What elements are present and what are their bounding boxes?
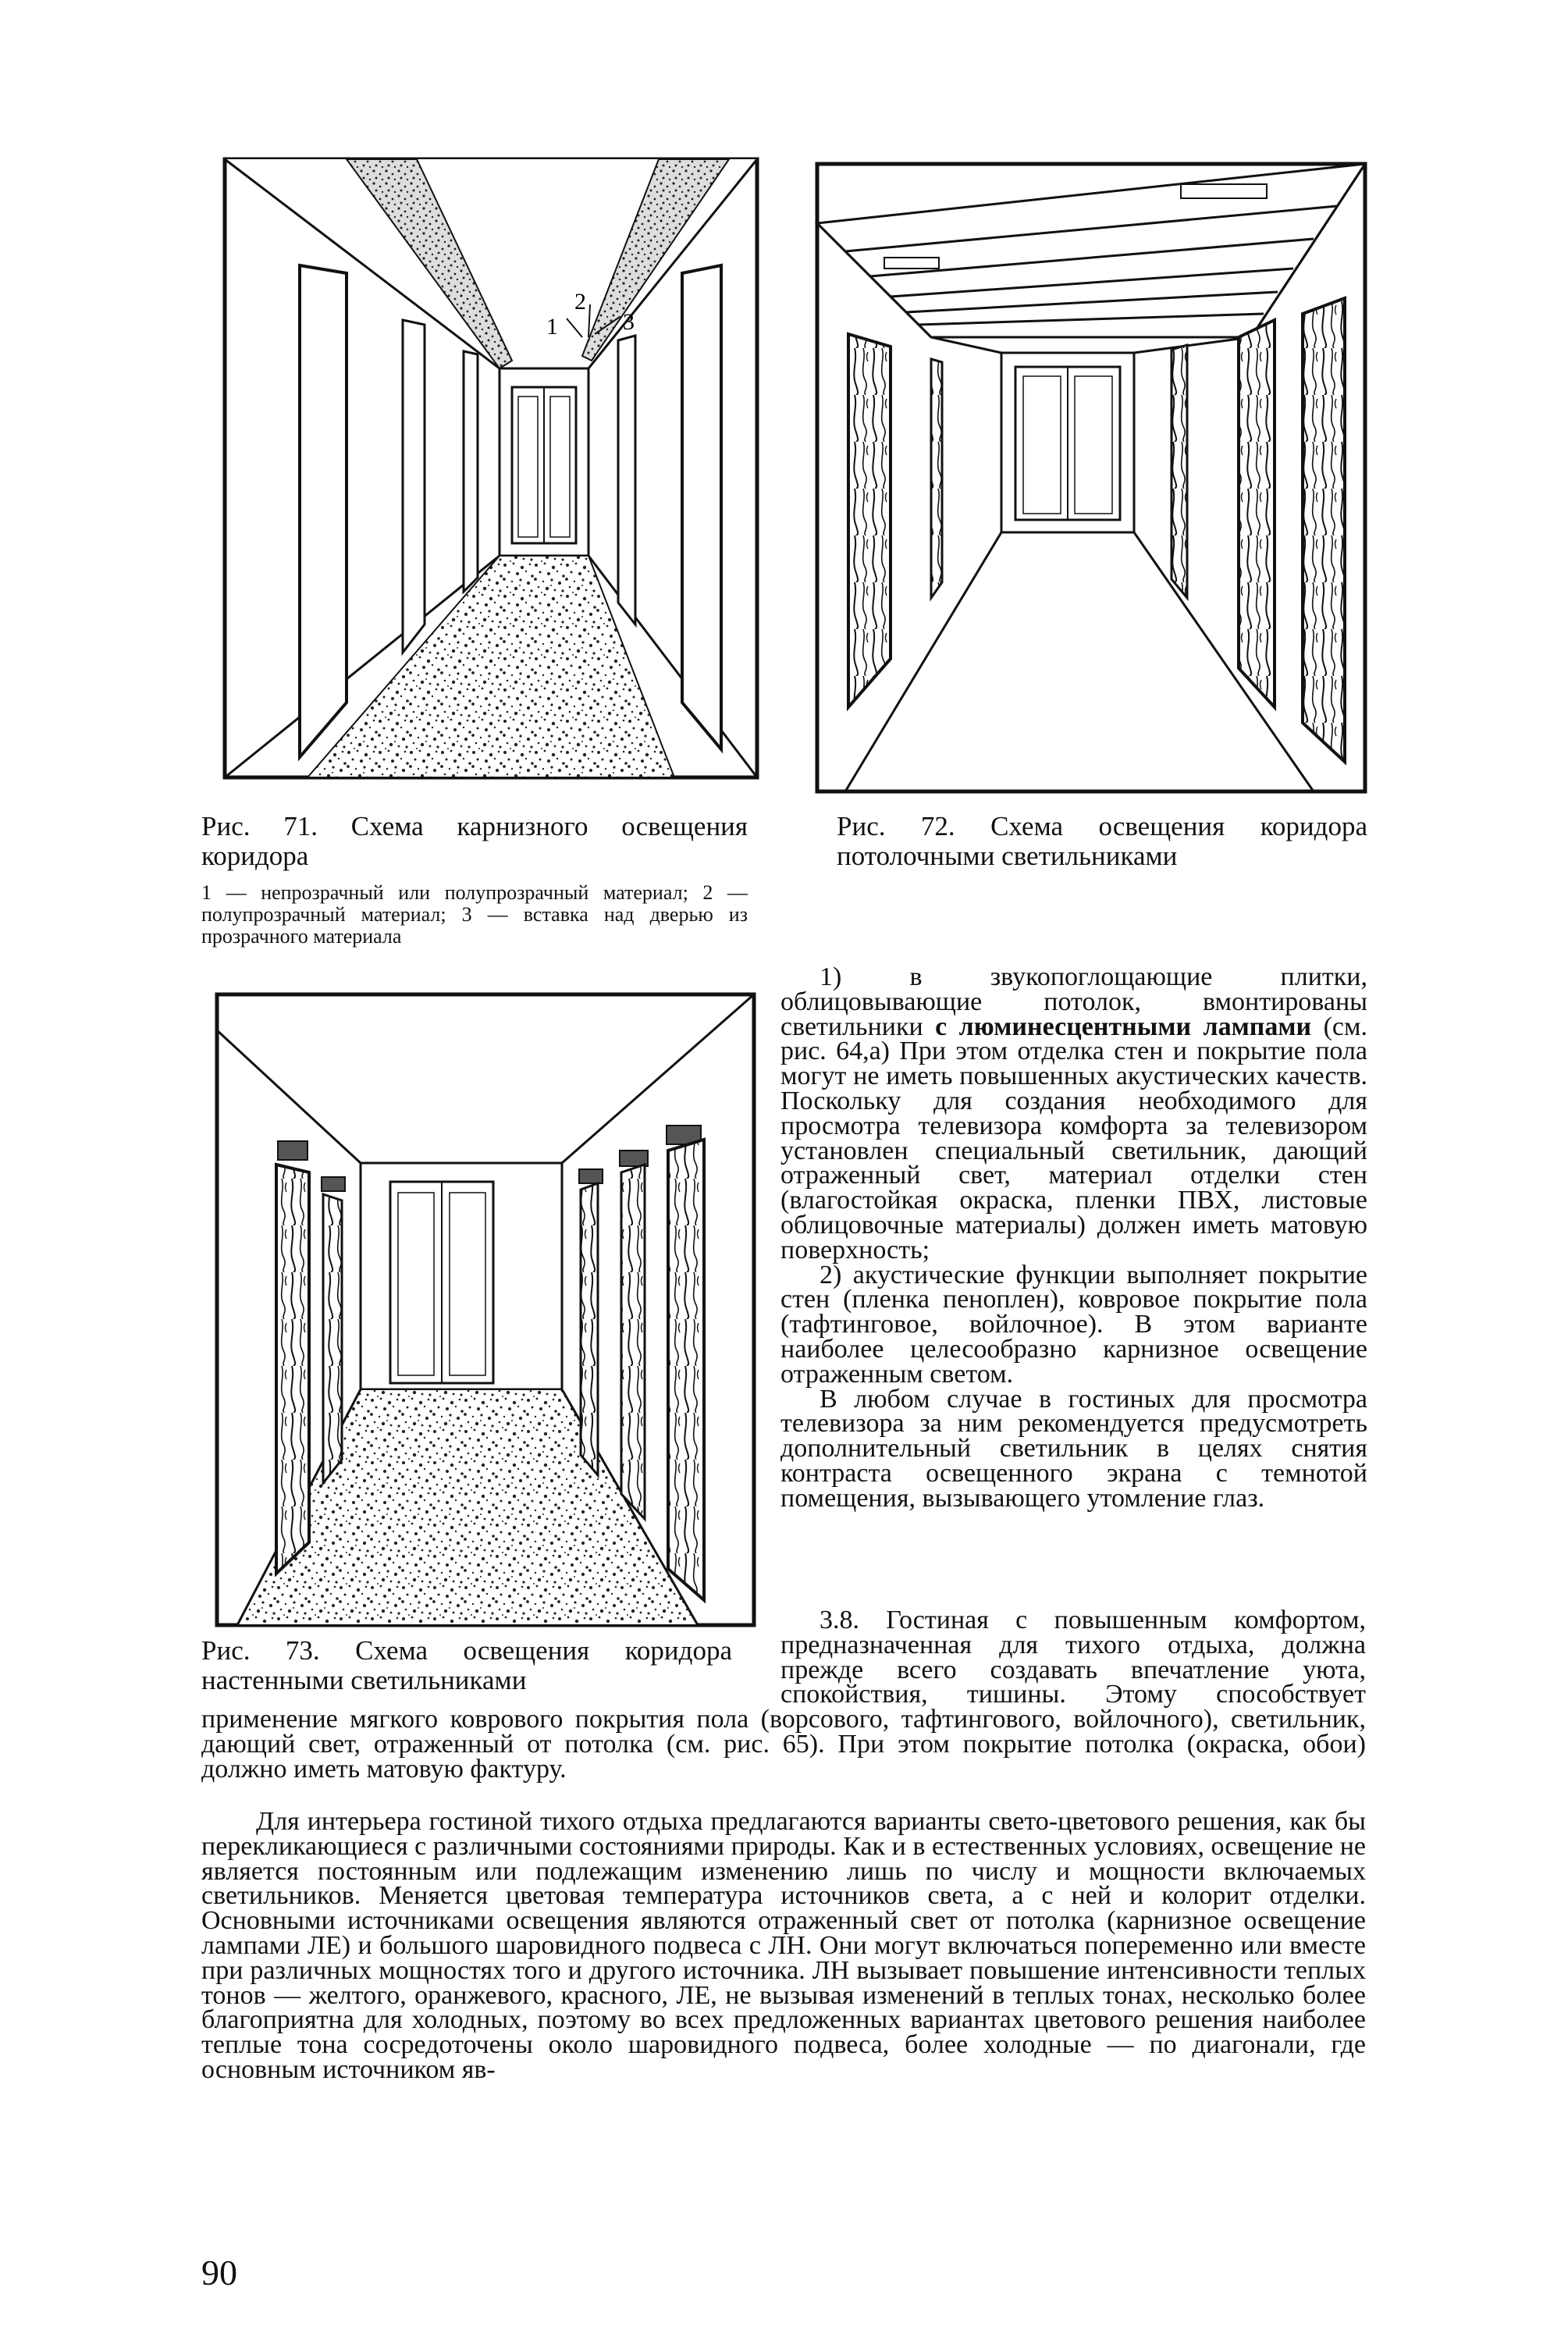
right-column-text (780, 962, 1367, 1513)
figure-71-caption: Рис. 71. Схема карнизного освещения коридора (201, 811, 748, 871)
figure-71-corridor-cornice-lighting (222, 156, 760, 781)
section-3-8-paragraph (201, 1608, 1366, 1782)
body-paragraph (201, 1809, 1366, 2082)
label-2: 2 (574, 289, 586, 315)
door-left-2 (323, 1194, 342, 1483)
figure-72-illustration (814, 161, 1368, 795)
door-left-1 (300, 265, 347, 757)
door-left-2 (403, 320, 425, 653)
door-right-1 (581, 1183, 598, 1475)
wall-sconce-left-1 (278, 1141, 308, 1160)
figure-73-corridor-wall-lights (214, 991, 757, 1628)
paragraph-1: 1) в звукопоглощающие плитки, облицовывающие потолок, вмонтированы светильники с люминесцентными лампами (см. рис. 64,а) При этом отделка стен и покрытие пола могут не иметь повышенных акустических качеств. Поскольку для создания необходимого для просмотра телевизора комфорта за телевизором установлен специальный светильник, дающий отраженный свет, материал отделки стен (влагостойкая окраска, пленки ПВХ, листовые облицовочные материалы) должен иметь матовую поверхность; (780, 962, 1367, 1264)
paragraph-2: 2) акустические функции выполняет покрытие стен (пленка пеноплен), ковровое покрытие пола (тафтинговое, войлочное). В этом варианте наиболее целесообразно карнизное освещение отраженным светом. (780, 1260, 1367, 1389)
label-3: 3 (623, 309, 635, 335)
figure-73-illustration (214, 991, 757, 1628)
paragraph-5: Для интерьера гостиной тихого отдыха предлагаются варианты свето-цветового решения, как бы перекликающиеся с различными состояниями природы. Как и в естественных условиях, освещение не является постоянным или подлежащим изменению лишь по числу и мощности включаемых светильников. Меняется цветовая температура источников света, а с ней и колорит отделки. Основными источниками освещения являются отраженный свет от потолка (карнизное освещение лампами ЛЕ) и большого шаровидного подвеса с ЛН. Они могут включаться попеременно или вместе при различных мощностях того и другого источника. ЛН вызывает повышение интенсивности теплых тонов — желтого, оранжевого, красного, ЛЕ, не вызывая изменений в теплых тонах, несколько более благоприятна для холодных, поэтому во всех предложенных вариантах цветового решения наиболее теплые тона сосредоточены около шаровидного подвеса, более холодные — по диагонали, где основным источником яв- (201, 1807, 1366, 2084)
door-left-1 (848, 334, 891, 707)
paragraph-1-emphasis: с люминесцентными лампами (935, 1012, 1312, 1041)
figure-73-caption: Рис. 73. Схема освещения коридора настенными светильниками (201, 1635, 732, 1695)
door-left-3 (464, 351, 478, 592)
label-1: 1 (546, 314, 558, 340)
door-right-2 (621, 1165, 645, 1519)
door-right-1 (682, 265, 721, 749)
door-right-2 (1239, 320, 1275, 707)
door-right-2 (618, 336, 635, 624)
paragraph-4: 3.8. Гостиная с повышенным комфортом, предназначенная для тихого отдыха, должна прежде всего создавать впечатление уюта, спокойствия, тишины. Этому способствует применение мягкого коврового покрытия пола (ворсового, тафтингового, войлочного), светильник, дающий свет, отраженный от потолка (см. рис. 65). При этом покрытие потолка (окраска, обои) должно иметь матовую фактуру. (201, 1606, 1366, 1784)
door-right-3 (668, 1140, 704, 1600)
door-right-1 (1172, 345, 1187, 598)
figure-71-legend: 1 — непрозрачный или полупрозрачный материал; 2 — полупрозрачный материал; 3 — вставка над дверью из прозрачного материала (201, 881, 748, 948)
wall-sconce-left-2 (322, 1177, 345, 1191)
door-right-3 (1303, 298, 1345, 762)
figure-72-corridor-ceiling-lights (814, 161, 1368, 795)
door-left-2 (931, 359, 942, 598)
door-left-1 (276, 1165, 309, 1574)
page-number: 90 (201, 2253, 237, 2292)
figure-71-illustration (222, 156, 760, 781)
wall-sconce-right-1 (579, 1169, 603, 1183)
figure-72-caption: Рис. 72. Схема освещения коридора потолочными светильниками (837, 811, 1367, 871)
paragraph-3: В любом случае в гостиных для просмотра телевизора за ним рекомендуется предусмотреть дополнительный светильник в целях снятия контраста освещенного экрана с темнотой помещения, вызывающего утомление глаз. (780, 1384, 1367, 1513)
